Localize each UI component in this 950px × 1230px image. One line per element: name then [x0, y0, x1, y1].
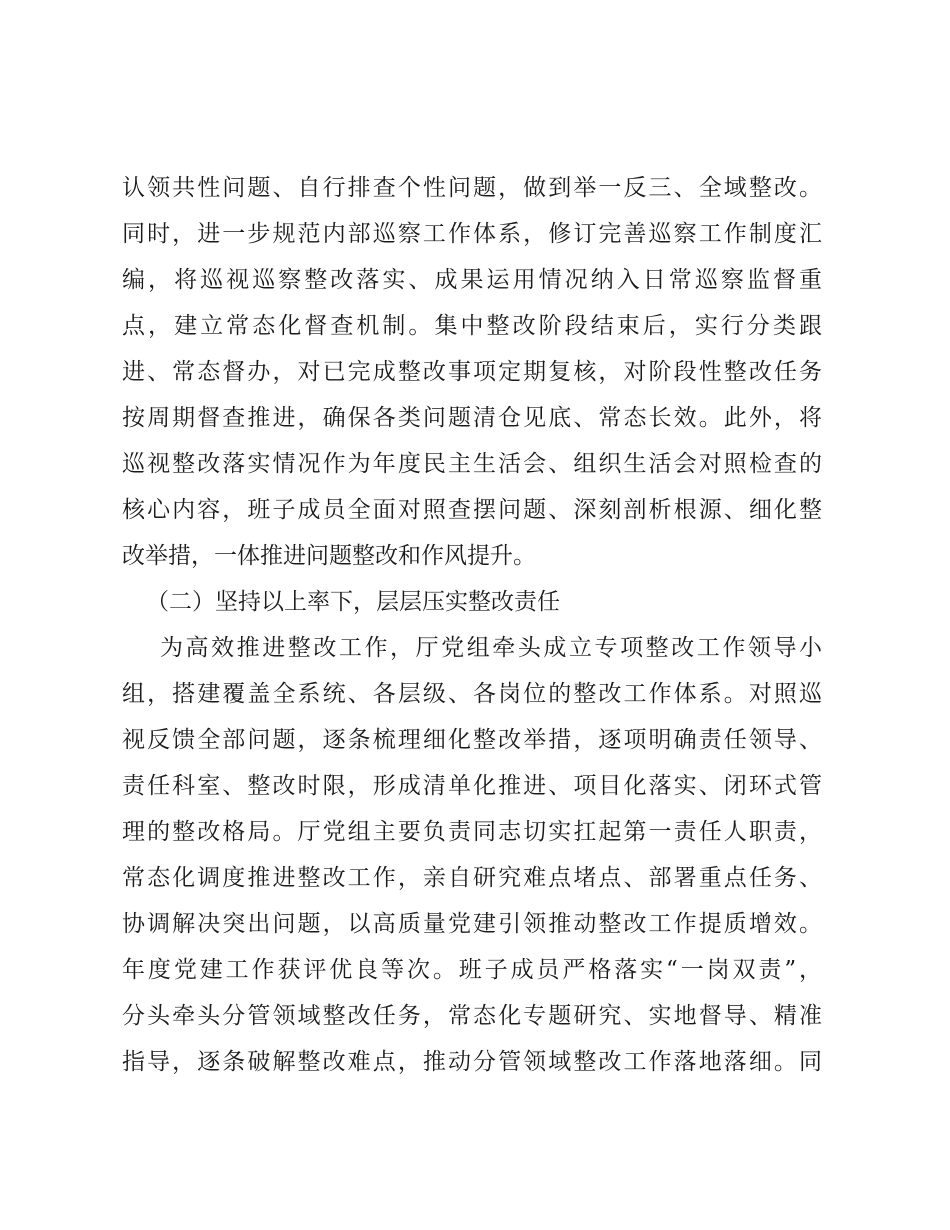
- paragraph-line: 点，建立常态化督查机制。集中整改阶段结束后，实行分类跟: [122, 313, 822, 339]
- paragraph-line: 按周期督查推进，确保各类问题清仓见底、常态长效。此外，将: [122, 405, 822, 431]
- paragraph-line: 认领共性问题、自行排查个性问题，做到举一反三、全域整改。: [122, 175, 822, 201]
- paragraph-line: 巡视整改落实情况作为年度民主生活会、组织生活会对照检查的: [122, 451, 822, 477]
- paragraph-line: 同时，进一步规范内部巡察工作体系，修订完善巡察工作制度汇: [122, 221, 822, 247]
- paragraph-line: 视反馈全部问题，逐条梳理细化整改举措，逐项明确责任领导、: [122, 727, 822, 753]
- paragraph-line: 核心内容，班子成员全面对照查摆问题、深刻剖析根源、细化整: [122, 497, 822, 523]
- paragraph-line: 协调解决突出问题，以高质量党建引领推动整改工作提质增效。: [122, 911, 822, 937]
- paragraph-line: 分头牵头分管领域整改任务，常态化专题研究、实地督导、精准: [122, 1003, 822, 1029]
- paragraph-line: 常态化调度推进整改工作，亲自研究难点堵点、部署重点任务、: [122, 865, 822, 891]
- paragraph-line: 理的整改格局。厅党组主要负责同志切实扛起第一责任人职责，: [122, 819, 822, 845]
- paragraph-line: 为高效推进整改工作，厅党组牵头成立专项整改工作领导小: [160, 635, 822, 661]
- paragraph-line: 编，将巡视巡察整改落实、成果运用情况纳入日常巡察监督重: [122, 267, 822, 293]
- paragraph-line: 进、常态督办，对已完成整改事项定期复核，对阶段性整改任务: [122, 359, 822, 385]
- paragraph-line: 组，搭建覆盖全系统、各层级、各岗位的整改工作体系。对照巡: [122, 681, 822, 707]
- paragraph-line: 年度党建工作获评优良等次。班子成员严格落实“一岗双责”，: [122, 957, 822, 983]
- section-heading: （二）坚持以上率下，层层压实整改责任: [146, 589, 560, 615]
- paragraph-line: 改举措，一体推进问题整改和作风提升。: [122, 543, 536, 569]
- paragraph-line: 责任科室、整改时限，形成清单化推进、项目化落实、闭环式管: [122, 773, 822, 799]
- paragraph-line: 指导，逐条破解整改难点，推动分管领域整改工作落地落细。同: [122, 1049, 822, 1075]
